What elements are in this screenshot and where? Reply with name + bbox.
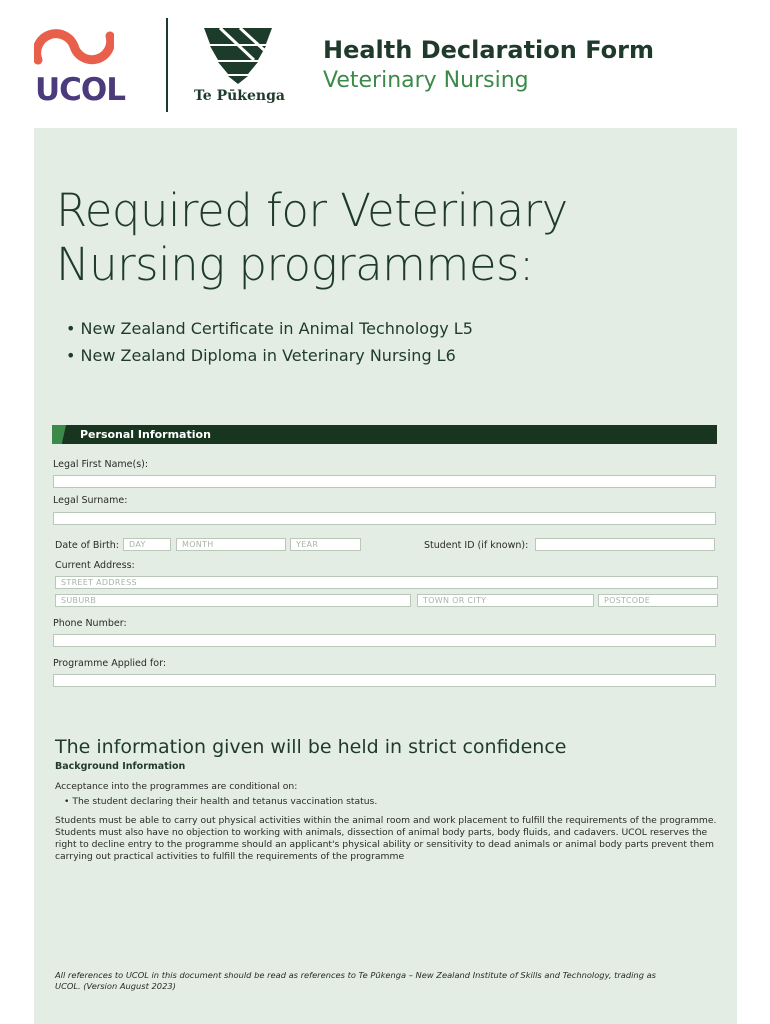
- logo-divider: [166, 18, 168, 112]
- ucol-logo: [34, 26, 140, 106]
- dob-day-field[interactable]: DAY: [123, 538, 171, 551]
- suburb-field[interactable]: SUBURB: [55, 594, 411, 607]
- ucol-logo-text: UCOL: [35, 72, 126, 108]
- confidence-heading: The information given will be held in strict confidence: [55, 736, 567, 758]
- acceptance-item: • The student declaring their health and tetanus vaccination status.: [64, 796, 377, 807]
- requirements-text: Students must be able to carry out physical activities within the animal room and work placement to fulfill the requirements of the programme. Students must also have no objection to working with animals, dissection of animal body parts, body fluids, and cadavers. UCOL reserves the right to decline entry to the programme should an applicant's physical ability or sensitivity to dead animals or animal body parts prevent them carrying out practical activities to fulfill the requirements of the programme: [55, 815, 717, 862]
- page-header: [0, 0, 770, 128]
- student-id-label: Student ID (if known):: [424, 540, 529, 551]
- personal-info-title: Personal Information: [80, 428, 211, 441]
- form-panel: [34, 128, 737, 1024]
- address-label: Current Address:: [55, 560, 135, 571]
- dob-label: Date of Birth:: [55, 540, 119, 551]
- background-title: Background Information: [55, 761, 186, 772]
- programme-field[interactable]: [53, 674, 716, 687]
- programme-label: Programme Applied for:: [53, 658, 167, 669]
- street-address-field[interactable]: STREET ADDRESS: [55, 576, 718, 589]
- personal-info-section-bar: [52, 425, 717, 444]
- form-title: Health Declaration Form: [323, 36, 654, 64]
- requirements-heading: Required for Veterinary Nursing programmes:: [56, 184, 568, 291]
- surname-label: Legal Surname:: [53, 495, 128, 506]
- postcode-field[interactable]: POSTCODE: [598, 594, 718, 607]
- first-name-field[interactable]: [53, 475, 716, 488]
- te-pukenga-emblem-icon: [192, 24, 282, 86]
- footnote: All references to UCOL in this document should be read as references to Te Pūkenga – New Zealand Institute of Skills and Technology, trading as UCOL. (Version August 2023): [55, 970, 657, 991]
- surname-field[interactable]: [53, 512, 716, 525]
- programme-item-certificate: • New Zealand Certificate in Animal Technology L5: [66, 315, 473, 342]
- ucol-arc-icon: [34, 26, 114, 72]
- te-pukenga-logo-text: Te Pūkenga: [194, 88, 285, 104]
- te-pukenga-logo: [192, 24, 288, 110]
- programme-item-diploma: • New Zealand Diploma in Veterinary Nursing L6: [66, 342, 473, 369]
- first-name-label: Legal First Name(s):: [53, 459, 149, 470]
- form-subtitle: Veterinary Nursing: [323, 68, 529, 93]
- phone-label: Phone Number:: [53, 618, 127, 629]
- phone-field[interactable]: [53, 634, 716, 647]
- programme-list: [66, 315, 473, 369]
- student-id-field[interactable]: [535, 538, 715, 551]
- dob-year-field[interactable]: YEAR: [290, 538, 361, 551]
- dob-month-field[interactable]: MONTH: [176, 538, 286, 551]
- town-field[interactable]: TOWN OR CITY: [417, 594, 594, 607]
- section-accent-icon: [52, 425, 66, 444]
- acceptance-text: Acceptance into the programmes are conditional on:: [55, 781, 298, 792]
